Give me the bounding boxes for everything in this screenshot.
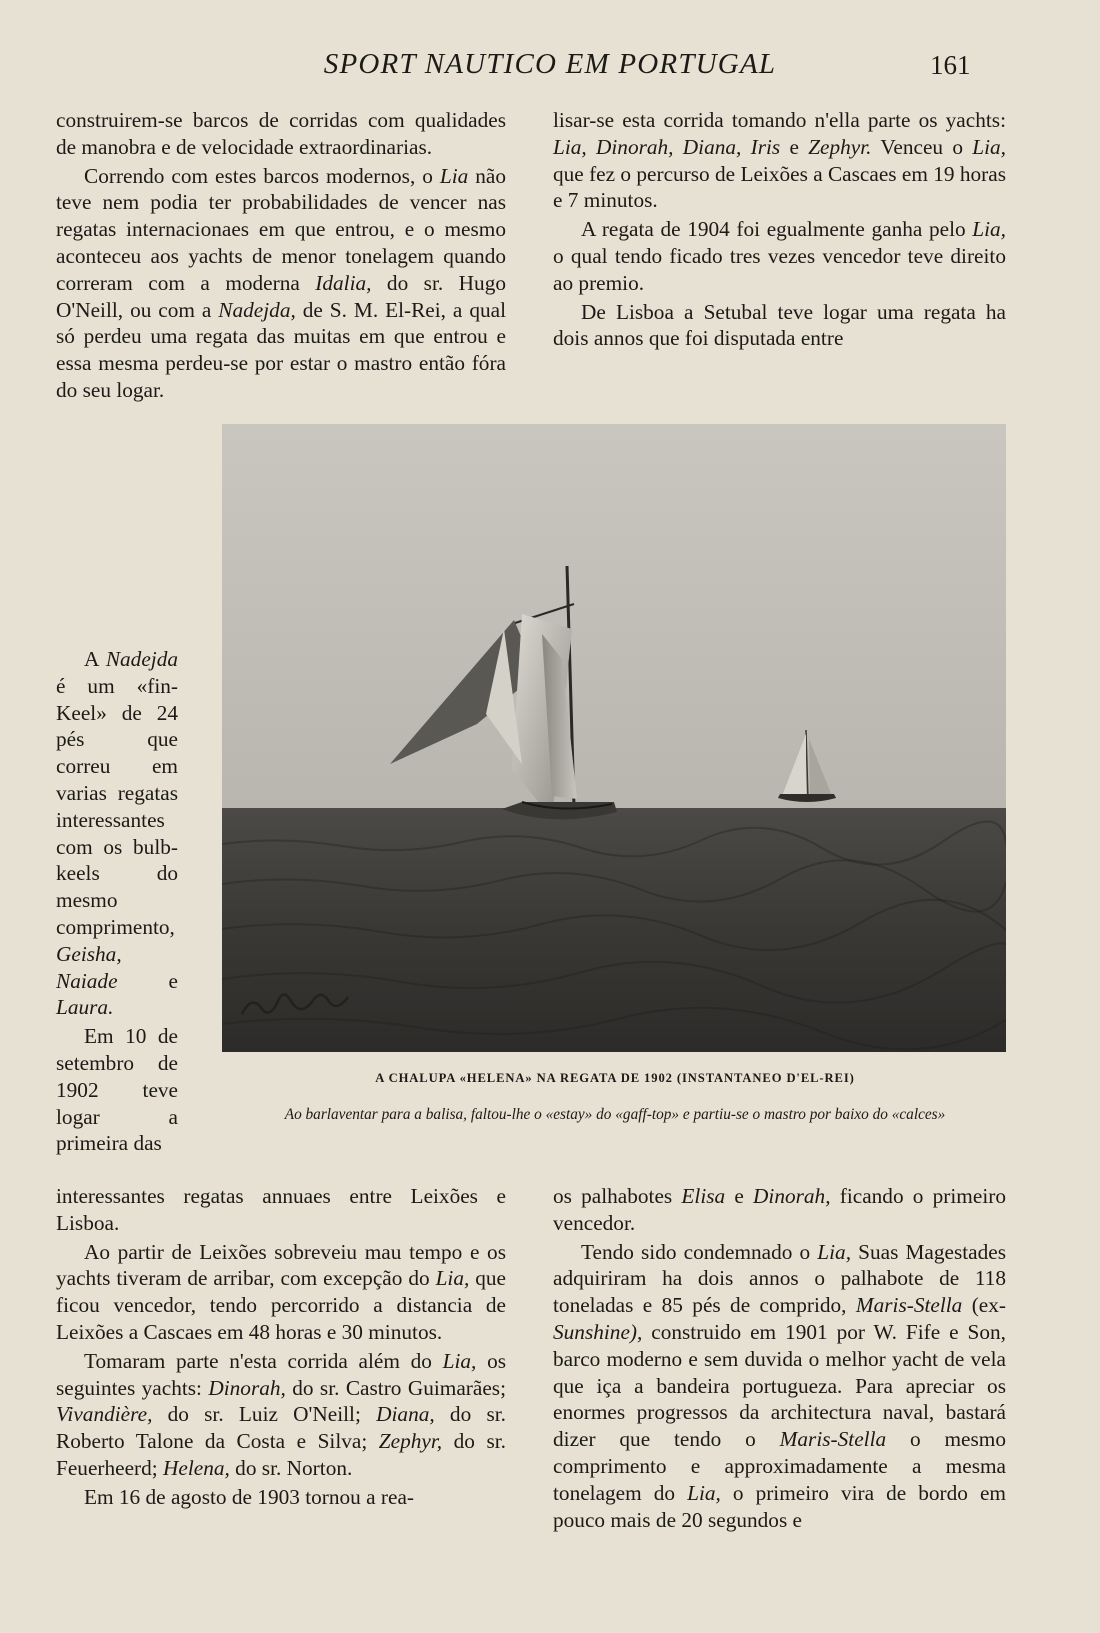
ship-name: Maris-Stella [779,1427,887,1452]
paragraph [553,107,1006,214]
text: interessantes regatas annuaes entre Leixões e Lisboa. [56,1184,506,1235]
text: do sr. Hugo O'Neill, ou com a [56,270,506,322]
text: os palhabotes [553,1184,682,1208]
ship-name: Lia [439,163,469,188]
ship-name: Geisha, Naiade [56,941,122,993]
ship-name: Nadejda, [218,297,296,322]
text: do sr. Roberto Talone da Costa e Silva; [56,1402,506,1454]
left-column-bottom [56,1183,506,1511]
text: que fez o percurso de Leixões a Cascaes em 19 horas e 7 minutos. [553,161,1006,213]
text: Ao partir de Leixões sobreveiu mau tempo e os yachts tiveram de arribar, com excepção do [56,1239,506,1291]
right-column-top [553,107,1006,352]
paragraph [56,107,506,161]
ship-name: Sunshine), [553,1319,643,1344]
text: o qual tendo ficado tres vezes vencedor teve direito ao premio. [553,243,1006,295]
text: A [84,647,106,671]
page-number: 161 [930,50,971,80]
ship-name: Nadejda [105,647,178,671]
ship-name: Maris-Stella [855,1293,963,1318]
right-column-bottom [553,1183,1006,1533]
ship-name: Vivandière, [56,1402,153,1427]
ship-name: Lia, [972,217,1006,242]
text: A regata de 1904 foi egualmente ganha pelo [581,217,973,242]
text: construirem-se barcos de corridas com qualidades de manobra e de velocidade extraordinarias. [56,108,506,159]
text: de S. M. El-Rei, a qual só perdeu uma regata das muitas em que entrou e essa mesma perdeu-se por estar o mastro então fóra do seu logar. [56,297,506,402]
photograph-sailing-yacht [222,424,1006,1052]
ship-name: Lia, [687,1480,721,1505]
ship-name: Elisa [681,1184,726,1208]
paragraph [56,1239,506,1346]
figure-caption-text: Ao barlaventar para a balisa, faltou-lhe o «estay» do «gaff-top» e partiu-se o mastro por baixo do «calces» [284,1106,946,1123]
text: o primeiro vira de bordo em pouco mais de 20 segundos e [553,1480,1006,1532]
ship-name: Dinorah, [753,1184,831,1208]
left-column-narrow [56,646,178,1157]
paragraph [56,1183,506,1237]
paragraph [553,299,1006,353]
ship-name: Lia, [435,1266,470,1291]
ship-name: Zephyr. [808,134,872,159]
text: do sr. Luiz O'Neill; [152,1402,377,1427]
page-header [0,48,1100,88]
paragraph [553,216,1006,296]
left-column-top [56,107,506,404]
text: do sr. Castro Guimarães; [285,1375,506,1400]
text: (ex- [962,1293,1007,1318]
paragraph [56,1484,506,1511]
text: lisar-se esta corrida tomando n'ella parte os yachts: [553,108,1006,132]
text: que ficou vencedor, tendo percorrido a distancia de Leixões a Cascaes em 48 horas e 30 minutos. [56,1266,506,1344]
paragraph [56,1348,506,1482]
text: e [780,134,809,159]
ship-name: Lia, [972,134,1006,159]
text: Em 16 de agosto de 1903 tornou a rea- [84,1484,415,1509]
photo-illustration [222,424,1006,1052]
ship-name: Dinorah, [208,1375,286,1400]
paragraph [56,646,178,1021]
paragraph [56,1023,178,1157]
text: Correndo com estes barcos modernos, o [84,163,440,188]
paragraph [553,1239,1006,1534]
text: Em 10 de setembro de 1902 teve logar a primeira das [56,1024,178,1156]
text: construido em 1901 por W. Fife e Son, barco moderno e sem duvida o melhor yacht de vela que iça a bandeira portugueza. Para apreciar os enormes progressos da architectura naval, bastará dizer que tendo o [553,1319,1006,1452]
ship-name: Idalia, [315,270,372,295]
text: Venceu o [871,134,973,159]
text: ficando o primeiro vencedor. [553,1184,1006,1235]
text: não teve nem podia ter probabilidades de vencer nas regatas internacionaes em que entrou, e o mesmo aconteceu aos yachts de menor tonelagem quando correram com a moderna [56,163,506,295]
ship-name: Helena, [163,1455,230,1480]
text: o mesmo comprimento e approximadamente a mesma tonelagem do [553,1427,1006,1505]
ship-name: Laura. [56,995,114,1020]
text: De Lisboa a Setubal teve logar uma regata ha dois annos que foi disputada entre [553,299,1006,351]
running-title: SPORT NAUTICO EM PORTUGAL [323,48,777,80]
ship-name: Zephyr, [378,1429,443,1454]
text: e [725,1184,754,1208]
text: os seguintes yachts: [56,1348,507,1400]
text: Tomaram parte n'esta corrida além do [84,1348,443,1373]
paragraph [56,163,506,404]
text: do sr. Feuerheerd; [56,1429,506,1480]
text: do sr. Norton. [229,1455,353,1480]
text: Suas Magestades adquiriram ha dois annos o palhabote de 118 toneladas e 85 pés de comprido, [553,1239,1007,1318]
ship-name: Lia, [817,1239,852,1264]
text: e [117,968,178,993]
text: Tendo sido condemnado o [581,1239,818,1264]
figure-caption-title: A CHALUPA «HELENA» NA REGATA DE 1902 (INSTANTANEO D'EL-REI) [375,1071,855,1085]
ship-name: Lia, Dinorah, Diana, Iris [553,134,781,159]
text: é um «fin-Keel» de 24 pés que correu em varias regatas interessantes com os bulb-keels do mesmo comprimento, [56,673,178,939]
ship-name: Diana, [376,1402,435,1427]
paragraph [553,1183,1006,1237]
ship-name: Lia, [442,1348,477,1373]
